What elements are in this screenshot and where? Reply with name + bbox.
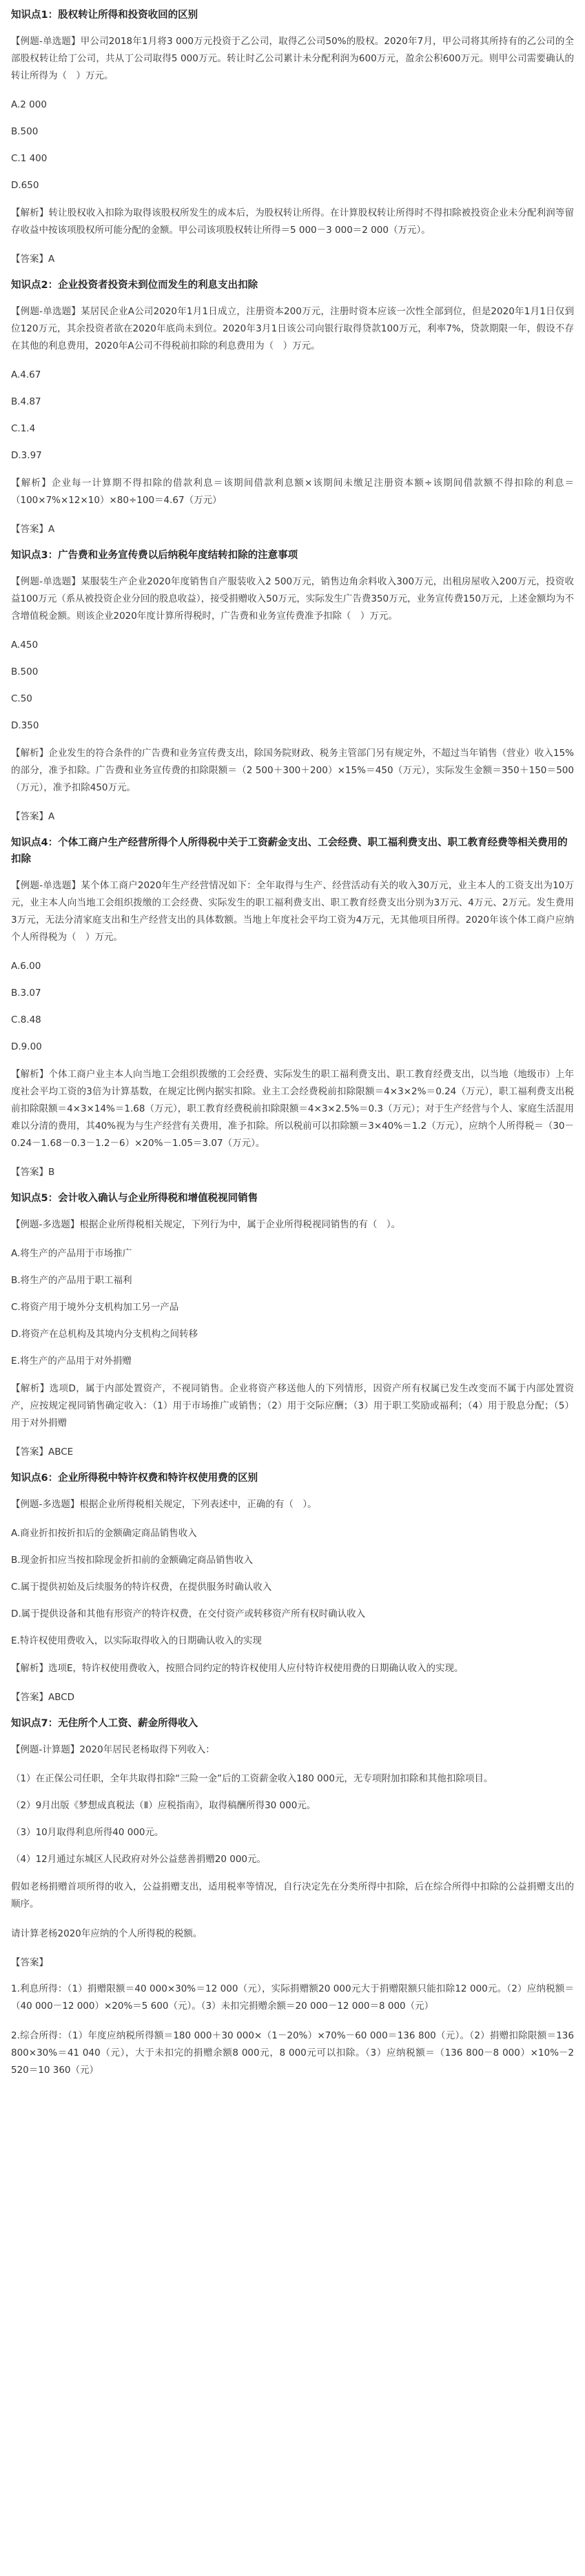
answer-text: B	[48, 1167, 55, 1178]
option: C.属于提供初始及后续服务的特许权费，在提供服务时确认收入	[11, 1582, 272, 1593]
question	[11, 303, 574, 355]
option: A.商业折扣按折扣后的金额确定商品销售收入	[11, 1528, 197, 1539]
analysis	[11, 475, 574, 509]
analysis-text: 个体工商户业主本人向当地工会组织拨缴的工会经费、实际发生的职工福利费支出、职工教育经费支出，以当地（地级市）上年度社会平均工资的3倍为计算基数，在规定比例内据实扣除。业主工会经费税前扣除限额＝4×3×2%＝0.24（万元），职工福利费支出税前扣除限额＝4×3×14%＝1.68（万元），职工教育经费税前扣除限额＝4×3×2.5%＝0.3（万元）；对于生产经营与个人、家庭生活混用难以分清的费用，其40%视为与生产经营有关费用，准予扣除。所以税前可以扣除额＝3×40%＝1.2（万元），应纳个人所得税＝（30－0.24－1.68－0.3－1.2－6）×20%－1.05＝3.07（万元）。	[11, 1069, 575, 1149]
question	[11, 877, 574, 946]
answer-lead: 【答案】	[11, 1167, 48, 1178]
option: C.将资产用于境外分支机构加工另一产品	[11, 1302, 179, 1313]
option: D.650	[11, 180, 39, 191]
question-lead: 【例题-多选题】	[11, 1499, 80, 1510]
answer-text: A	[48, 254, 55, 265]
option: C.50	[11, 693, 32, 704]
question	[11, 573, 574, 625]
analysis-lead: 【解析】	[11, 1383, 50, 1394]
answer-text: A	[48, 524, 55, 535]
question-text: 根据企业所得税相关规定，下列表述中，正确的有（ ）。	[79, 1499, 317, 1510]
question-text: 某个体工商户2020年生产经营情况如下：全年取得与生产、经营活动有关的收入30万元，业主本人的工资支出为10万元，业主本人向当地工会组织拨缴的工会经费、实际发生的职工福利费支出、职工教育经费支出分别为3万元、4万元、2万元。发生费用3万元，无法分清家庭支出和生产经营支出的具体数额。当地上年度社会平均工资为4万元，无其他项目所得。2020年该个体工商户应纳个人所得税为（ ）万元。	[11, 880, 575, 943]
question-lead: 【例题-计算题】	[11, 1744, 80, 1755]
knowledge-point-title: 知识点6：企业所得税中特许权费和特许权使用费的区别	[11, 1473, 258, 1484]
option: B.3.07	[11, 988, 41, 999]
analysis	[11, 1066, 574, 1152]
knowledge-point-title: 知识点4：个体工商户生产经营所得个人所得税中关于工资薪金支出、工会经费、职工福利费支出、职工教育经费等相关费用的扣除	[11, 837, 568, 865]
question-lead: 【例题-单选题】	[11, 880, 81, 891]
question-text: 甲公司2018年1月将3 000万元投资于乙公司，取得乙公司50%的股权。2020年7月，甲公司将其所持有的乙公司的全部股权转让给丁公司，共从丁公司取得5 000万元。转让时乙公司累计未分配利润为600万元，盈余公积600万元。则甲公司需要确认的转让所得为（ ）万元。	[11, 36, 574, 81]
analysis-lead: 【解析】	[11, 748, 49, 759]
knowledge-point-5	[11, 1190, 574, 1460]
question-lead: 【例题-单选题】	[11, 306, 81, 317]
answer	[11, 252, 574, 267]
solution-step: 2.综合所得：（1）年度应纳税所得额＝180 000＋30 000×（1－20%）×70%－60 000＝136 800（元）。（2）捐赠扣除限额＝136 800×30%＝41 040（元），大于未扣完的捐赠余额8 000元，8 000元可以扣除。（3）应纳税额＝（136 800－8 000）×10%－2 520＝10 360（元）	[11, 2030, 574, 2076]
question-text: 根据企业所得税相关规定，下列行为中，属于企业所得税视同销售的有（ ）。	[79, 1219, 401, 1230]
knowledge-point-title: 知识点1：股权转让所得和投资收回的区别	[11, 10, 198, 21]
option: A.2 000	[11, 99, 47, 110]
income-item: （4）12月通过东城区人民政府对外公益慈善捐赠20 000元。	[11, 1854, 267, 1865]
knowledge-point-2	[11, 277, 574, 537]
option: C.1 400	[11, 153, 48, 164]
answer-label: 【答案】	[11, 1957, 48, 1968]
analysis-lead: 【解析】	[11, 1069, 49, 1080]
income-item: （1）在正保公司任职，全年共取得扣除“三险一金”后的工资薪金收入180 000元，无专项附加扣除和其他扣除项目。	[11, 1773, 493, 1784]
answer-lead: 【答案】	[11, 811, 48, 822]
option: D.350	[11, 720, 39, 731]
answer	[11, 1444, 574, 1460]
analysis-text: 企业发生的符合条件的广告费和业务宣传费支出，除国务院财政、税务主管部门另有规定外，不超过当年销售（营业）收入15%的部分，准予扣除。广告费和业务宣传费的扣除限额＝（2 500＋300＋200）×15%＝450（万元），实际发生金额＝350＋150＝500（万元），准予扣除450万元。	[11, 748, 574, 793]
question	[11, 1496, 574, 1513]
question-text: 某居民企业A公司2020年1月1日成立，注册资本200万元，注册时资本应该一次性全部到位，但是2020年1月1日仅到位120万元，其余投资者欲在2020年底尚未到位。2020年3月1日该公司向银行取得贷款100万元，利率7%，贷款期限一年，假设不存在其他的利息费用，2020年A公司不得税前扣除的利息费用为（ ）万元。	[11, 306, 574, 351]
income-item: （3）10月取得利息所得40 000元。	[11, 1827, 164, 1838]
question-lead: 【例题-多选题】	[11, 1219, 80, 1230]
solution-step: 1.利息所得：（1）捐赠限额＝40 000×30%＝12 000（元），实际捐赠额20 000元大于捐赠限额只能扣除12 000元。（2）应纳税额＝（40 000－12 000）×20%＝5 600（元）。（3）未扣完捐赠余额＝20 000－12 000＝8 000（元）	[11, 1983, 574, 2012]
option: E.将生产的产品用于对外捐赠	[11, 1356, 132, 1367]
question-text: 2020年居民老杨取得下列收入：	[79, 1744, 215, 1755]
answer	[11, 1165, 574, 1180]
option: D.属于提供设备和其他有形资产的特许权费，在交付资产或转移资产所有权时确认收入	[11, 1608, 366, 1619]
option: B.现金折扣应当按扣除现金折扣前的金额确定商品销售收入	[11, 1555, 254, 1566]
answer	[11, 809, 574, 824]
answer-lead: 【答案】	[11, 254, 48, 265]
knowledge-point-title: 知识点7：无住所个人工资、薪金所得收入	[11, 1718, 198, 1729]
option: B.500	[11, 126, 39, 137]
note: 假如老杨捐赠首项所得的收入，公益捐赠支出，适用税率等情况，自行决定先在分类所得中扣除，后在综合所得中扣除的公益捐赠支出的顺序。	[11, 1881, 574, 1910]
option: B.500	[11, 666, 39, 677]
knowledge-point-4	[11, 835, 574, 1180]
analysis	[11, 1380, 574, 1432]
option: D.3.97	[11, 450, 42, 461]
income-item: （2）9月出版《梦想成真税法（Ⅱ）应税指南》，取得稿酬所得30 000元。	[11, 1800, 316, 1811]
question-lead: 【例题-单选题】	[11, 576, 81, 587]
knowledge-point-6	[11, 1470, 574, 1705]
option: A.450	[11, 640, 39, 651]
question	[11, 33, 574, 85]
question	[11, 1216, 574, 1234]
answer-text: A	[48, 811, 55, 822]
option: B.4.87	[11, 396, 41, 407]
analysis-lead: 【解析】	[11, 478, 52, 489]
knowledge-point-title: 知识点3：广告费和业务宣传费以后纳税年度结转扣除的注意事项	[11, 550, 298, 561]
analysis-text: 转让股权收入扣除为取得该股权所发生的成本后，为股权转让所得。在计算股权转让所得时不得扣除被投资企业未分配利润等留存收益中按该项股权所可能分配的金额。甲公司该项股权转让所得＝5 000－3 000＝2 000（万元）。	[11, 207, 575, 236]
analysis-text: 企业每一计算期不得扣除的借款利息＝该期间借款利息额×该期间未缴足注册资本额÷该期间借款额不得扣除的利息＝（100×7%×12×10）×80÷100＝4.67（万元）	[11, 478, 575, 506]
knowledge-point-title: 知识点5：会计收入确认与企业所得税和增值税视同销售	[11, 1193, 258, 1204]
answer-lead: 【答案】	[11, 524, 48, 535]
question	[11, 1741, 574, 1759]
analysis	[11, 1660, 574, 1677]
analysis-lead: 【解析】	[11, 207, 49, 218]
answer-text: ABCE	[48, 1447, 74, 1458]
knowledge-point-7	[11, 1715, 574, 2079]
option: A.将生产的产品用于市场推广	[11, 1248, 132, 1259]
answer	[11, 522, 574, 537]
analysis	[11, 745, 574, 797]
option: B.将生产的产品用于职工福利	[11, 1275, 132, 1286]
knowledge-point-1	[11, 7, 574, 267]
analysis-lead: 【解析】	[11, 1663, 48, 1674]
answer-lead: 【答案】	[11, 1447, 48, 1458]
analysis-text: 选项D，属于内部处置资产，不视同销售。企业将资产移送他人的下列情形，因资产所有权属已发生改变而不属于内部处置资产，应按规定视同销售确定收入：（1）用于市场推广或销售；（2）用于交际应酬；（3）用于职工奖励或福利；（4）用于股息分配；（5）用于对外捐赠	[11, 1383, 575, 1429]
answer-text: ABCD	[48, 1692, 75, 1703]
question-lead: 【例题-单选题】	[11, 36, 81, 47]
option: E.特许权使用费收入，以实际取得收入的日期确认收入的实现	[11, 1635, 262, 1646]
question-text: 某服装生产企业2020年度销售自产服装收入2 500万元，销售边角余料收入300万元，出租房屋收入200万元，投资收益100万元（系从被投资企业分回的股息收益），接受捐赠收入50万元，实际发生广告费350万元，业务宣传费150万元，上述金额均为不含增值税金额。则该企业2020年度计算所得税时，广告费和业务宣传费准予扣除（ ）万元。	[11, 576, 574, 622]
option: A.4.67	[11, 369, 41, 380]
option: D.将资产在总机构及其境内分支机构之间转移	[11, 1329, 198, 1340]
knowledge-point-title: 知识点2：企业投资者投资未到位而发生的利息支出扣除	[11, 280, 258, 291]
option: A.6.00	[11, 961, 41, 972]
question-ask: 请计算老杨2020年应纳的个人所得税的税额。	[11, 1928, 203, 1939]
knowledge-point-3	[11, 547, 574, 824]
answer-lead: 【答案】	[11, 1692, 48, 1703]
analysis	[11, 205, 574, 239]
answer	[11, 1690, 574, 1705]
option: C.8.48	[11, 1014, 41, 1025]
analysis-text: 选项E，特许权使用费收入，按照合同约定的特许权使用人应付特许权使用费的日期确认收入的实现。	[48, 1663, 464, 1674]
option: D.9.00	[11, 1041, 42, 1052]
option: C.1.4	[11, 423, 36, 434]
